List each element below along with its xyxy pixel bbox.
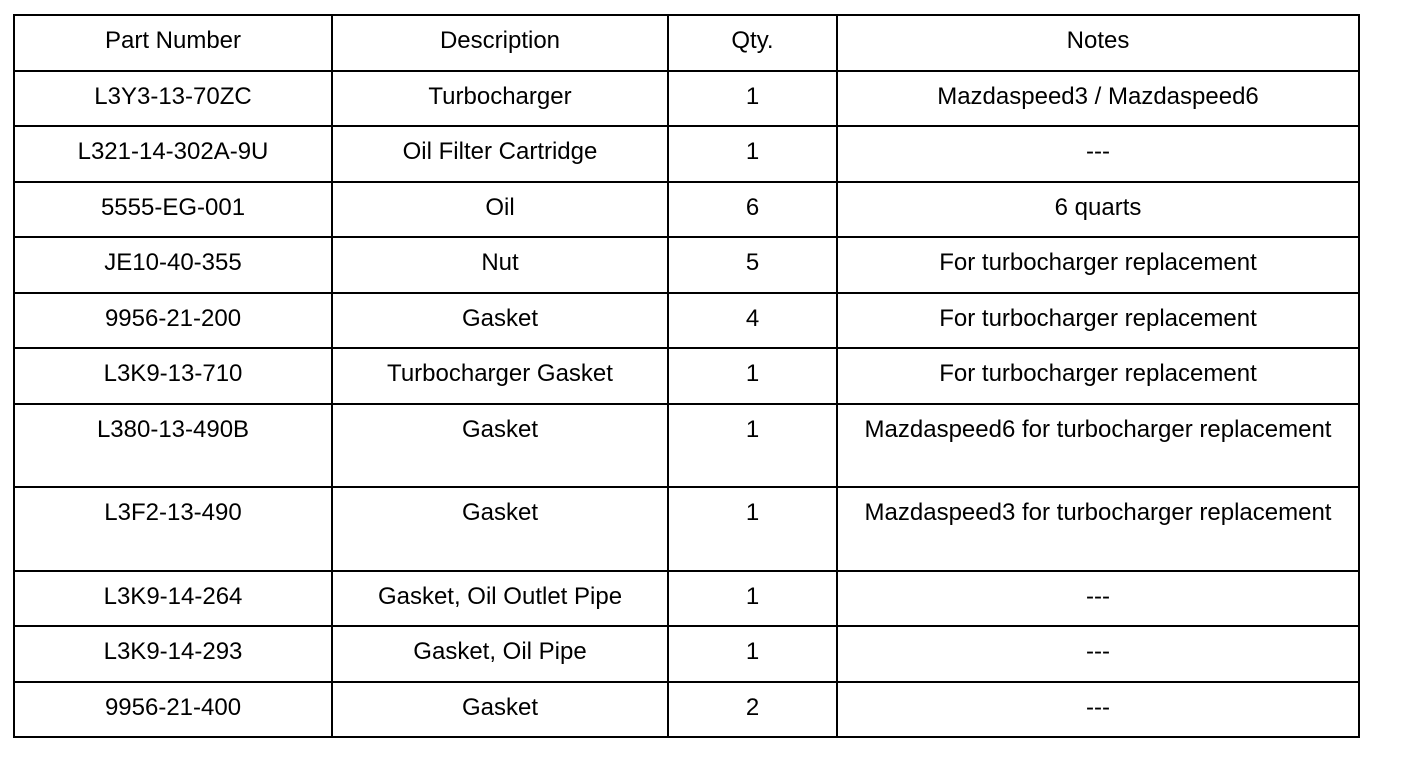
qty-cell: 2 (668, 682, 837, 738)
qty-cell: 1 (668, 348, 837, 404)
part-number-cell: JE10-40-355 (14, 237, 332, 293)
part-number-cell: L3Y3-13-70ZC (14, 71, 332, 127)
notes-cell: --- (837, 571, 1359, 627)
notes-cell: For turbocharger replacement (837, 348, 1359, 404)
part-number-cell: 9956-21-200 (14, 293, 332, 349)
part-number-cell: L321-14-302A-9U (14, 126, 332, 182)
description-cell: Turbocharger (332, 71, 668, 127)
notes-text: Mazdaspeed3 for turbocharger replacement (864, 499, 1332, 526)
table-row (14, 404, 1359, 488)
table-header-row (14, 15, 1359, 71)
description-cell: Gasket, Oil Outlet Pipe (332, 571, 668, 627)
table-row (14, 682, 1359, 738)
part-number-cell: L380-13-490B (14, 404, 332, 488)
notes-cell: --- (837, 626, 1359, 682)
description-cell: Gasket (332, 404, 668, 488)
notes-cell (837, 404, 1359, 488)
part-number-cell: L3K9-14-264 (14, 571, 332, 627)
notes-cell (837, 487, 1359, 571)
description-cell: Turbocharger Gasket (332, 348, 668, 404)
table-row (14, 571, 1359, 627)
notes-cell: --- (837, 126, 1359, 182)
qty-cell: 1 (668, 571, 837, 627)
notes-cell: 6 quarts (837, 182, 1359, 238)
qty-cell: 6 (668, 182, 837, 238)
notes-cell: Mazdaspeed3 / Mazdaspeed6 (837, 71, 1359, 127)
part-number-cell: L3F2-13-490 (14, 487, 332, 571)
description-cell: Oil (332, 182, 668, 238)
header-description: Description (332, 15, 668, 71)
notes-cell: --- (837, 682, 1359, 738)
table-row (14, 293, 1359, 349)
qty-cell: 1 (668, 71, 837, 127)
parts-table (13, 14, 1360, 738)
description-cell: Gasket (332, 293, 668, 349)
table-row (14, 71, 1359, 127)
notes-text: Mazdaspeed6 for turbocharger replacement (864, 415, 1332, 443)
description-cell: Nut (332, 237, 668, 293)
table-row (14, 237, 1359, 293)
qty-cell: 1 (668, 626, 837, 682)
qty-cell: 4 (668, 293, 837, 349)
part-number-cell: 9956-21-400 (14, 682, 332, 738)
header-notes: Notes (837, 15, 1359, 71)
description-cell: Oil Filter Cartridge (332, 126, 668, 182)
table-row (14, 126, 1359, 182)
notes-cell: For turbocharger replacement (837, 293, 1359, 349)
part-number-cell: L3K9-13-710 (14, 348, 332, 404)
header-part-number: Part Number (14, 15, 332, 71)
qty-cell: 1 (668, 487, 837, 571)
description-cell: Gasket, Oil Pipe (332, 626, 668, 682)
header-qty: Qty. (668, 15, 837, 71)
qty-cell: 1 (668, 126, 837, 182)
table-row (14, 348, 1359, 404)
qty-cell: 5 (668, 237, 837, 293)
table-row (14, 182, 1359, 238)
qty-cell: 1 (668, 404, 837, 488)
part-number-cell: 5555-EG-001 (14, 182, 332, 238)
description-cell: Gasket (332, 487, 668, 571)
table-row (14, 487, 1359, 571)
description-cell: Gasket (332, 682, 668, 738)
notes-cell: For turbocharger replacement (837, 237, 1359, 293)
table-row (14, 626, 1359, 682)
part-number-cell: L3K9-14-293 (14, 626, 332, 682)
